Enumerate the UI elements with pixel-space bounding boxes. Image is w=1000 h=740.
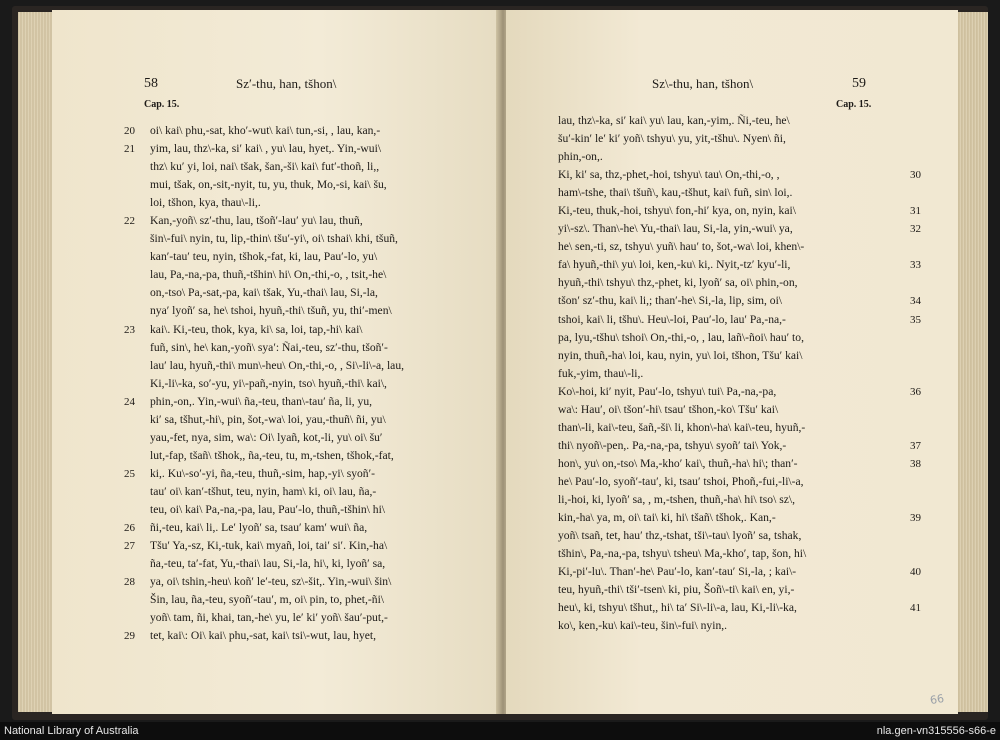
text-line <box>150 609 506 627</box>
line-text: Ki,-teu, thuk,-hoi, tshyu\ fon,-hi′ kya, on, nyin, kai\ <box>558 204 796 218</box>
text-line <box>150 357 506 375</box>
text-line <box>558 148 900 166</box>
text-line <box>558 491 900 509</box>
right-running-head: Sz\-thu, han, tšhon\ <box>652 76 754 91</box>
text-line <box>150 158 506 176</box>
text-line <box>124 212 506 230</box>
line-text: lau, Pa,-na,-pa, thuñ,-tšhin\ hi\ On,-thi,-o, , tsit,-he\ <box>150 268 387 282</box>
verse-number: 21 <box>124 143 135 156</box>
right-page-text <box>558 112 921 635</box>
line-text: kan′-tau′ teu, nyin, tšhok,-fat, ki, lau, Pau′-lo, yu\ <box>150 250 378 264</box>
line-text: he\ sen,-ti, sz, tshyu\ yuñ\ hau′ to, šot,-wa\ loi, khen\- <box>558 240 805 254</box>
line-text: wa\: Hau′, oi\ tšon′-hi\ tsau′ tšhon,-ko\ Tšu′ kai\ <box>558 402 779 416</box>
text-line <box>558 419 900 437</box>
line-text: hon\, yu\ on,-tso\ Ma,-kho′ kai\, thuñ,-ha\ hi\; than′- <box>558 456 798 470</box>
line-text: kin,-ha\ ya, m, oi\ tai\ ki, hi\ tšañ\ tšhok,. Kan,- <box>558 511 776 525</box>
verse-number: 25 <box>124 467 135 480</box>
right-chapter-label: Cap. 15. <box>836 99 872 110</box>
text-line <box>558 509 921 527</box>
text-line <box>150 339 506 357</box>
line-text: Ko\-hoi, ki′ nyit, Pau′-lo, tshyu\ tui\ Pa,-na,-pa, <box>558 384 777 398</box>
text-line <box>558 274 900 292</box>
line-text: šin\-fui\ nyin, tu, lip,-thin\ tšu′-yi\, oi\ tshai\ khi, tšuñ, <box>150 232 398 246</box>
pencil-page-note: 66 <box>928 691 946 708</box>
text-line <box>124 537 506 555</box>
verse-number: 37 <box>910 439 921 452</box>
text-line <box>150 447 506 465</box>
line-text: ki,. Ku\-so′-yi, ña,-teu, thuñ,-sim, hap,-yi\ syoñ′- <box>150 466 376 480</box>
text-line <box>558 563 921 581</box>
text-line <box>150 176 506 194</box>
text-line <box>558 581 900 599</box>
text-line <box>558 311 921 329</box>
line-text: yoñ\ tam, ñi, khai, tan,-he\ yu, le′ ki′ yoñ\ šau′-put,- <box>150 611 388 625</box>
right-page <box>506 10 958 714</box>
text-line <box>558 166 921 184</box>
verse-number: 28 <box>124 576 135 589</box>
line-text: Šin, lau, ña,-teu, syoñ′-tau′, m, oi\ pin, to, phet,-ñi\ <box>150 593 385 607</box>
line-text: phin,-on,. Yin,-wui\ ña,-teu, than\-tau′ ña, li, yu, <box>150 394 373 408</box>
verse-number: 29 <box>124 630 135 643</box>
verse-number: 41 <box>910 602 921 615</box>
left-page-text <box>124 122 506 645</box>
line-text: Ki,-pi′-lu\. Than′-he\ Pau′-lo, kan′-tau′ Si,-la, ; kai\- <box>558 565 797 579</box>
left-chapter-label: Cap. 15. <box>144 99 180 110</box>
line-text: loi, tšhon, kya, thau\-li,. <box>150 196 261 210</box>
text-line <box>150 284 506 302</box>
left-running-head: Sz′-thu, han, tšhon\ <box>236 76 337 91</box>
line-text: ki′ sa, tšhut,-hi\, pin, šot,-wa\ loi, yau,-thuñ\ ñi, yu\ <box>150 412 386 426</box>
verse-number: 31 <box>910 205 921 218</box>
text-line <box>558 130 900 148</box>
text-line <box>150 194 506 212</box>
line-text: nyin, thuñ,-ha\ loi, kau, nyin, yu\ loi, tšhon, Tšu′ kai\ <box>558 348 803 362</box>
text-line <box>124 573 506 591</box>
text-line <box>150 483 506 501</box>
footer-credit: National Library of Australia <box>4 725 139 737</box>
text-line <box>558 599 921 617</box>
verse-number: 23 <box>124 323 135 336</box>
line-text: oi\ kai\ phu,-sat, kho′-wut\ kai\ tun,-si, , lau, kan,- <box>150 124 381 137</box>
line-text: tšon′ sz′-thu, kai\ li,; than′-he\ Si,-la, lip, sim, oi\ <box>558 294 783 308</box>
line-text: ya, oi\ tshin,-heu\ koñ′ le′-teu, sz\-šit,. Yin,-wui\ šin\ <box>150 575 392 589</box>
text-line <box>558 455 921 473</box>
text-line <box>124 627 506 645</box>
text-line <box>558 202 921 220</box>
text-line <box>150 230 506 248</box>
text-line <box>150 555 506 573</box>
line-text: ham\-tshe, thai\ tšuñ\, kau,-tšhut, kai\ fuñ, sin\ loi,. <box>558 186 793 200</box>
line-text: yoñ\ tsañ, tet, hau′ thz,-tshat, tši\-tau\ lyoñ′ sa, tshak, <box>558 529 802 543</box>
line-text: lau′ lau, hyuñ,-thi\ mun\-heu\ On,-thi,-o, , Si\-li\-a, lau, <box>150 358 405 372</box>
line-text: ñi,-teu, kai\ li,. Le′ lyoñ′ sa, tsau′ kam′ wui\ ña, <box>150 521 368 535</box>
verse-number: 30 <box>910 169 921 182</box>
text-line <box>558 527 900 545</box>
footer-bar <box>0 722 1000 740</box>
line-text: yau,-fet, nya, sim, wa\: Oi\ lyañ, kot,-li, yu\ oi\ šu′ <box>150 430 383 444</box>
line-text: thi\ nyoñ\-pen,. Pa,-na,-pa, tshyu\ syoñ′ tai\ Yok,- <box>558 438 787 452</box>
verse-number: 20 <box>124 125 135 137</box>
line-text: teu, hyuñ,-thi\ tši′-tsen\ ki, piu, Šoñ\-ti\ kai\ en, yi,- <box>558 583 795 597</box>
text-line <box>124 465 506 483</box>
line-text: hyuñ,-thi\ tshyu\ thz,-phet, ki, lyoñ′ sa, oi\ phin,-on, <box>558 276 798 290</box>
line-text: yi\-sz\. Than\-he\ Yu,-thai\ lau, Si,-la, yin,-wui\ ya, <box>558 222 793 236</box>
text-line <box>558 617 900 635</box>
line-text: tau′ oi\ kan′-tšhut, teu, nyin, ham\ ki, oi\ lau, ña,- <box>150 484 377 498</box>
verse-number: 32 <box>910 223 921 236</box>
line-text: fa\ hyuñ,-thi\ yu\ loi, ken,-ku\ ki,. Nyit,-tz′ kyu′-li, <box>558 258 791 272</box>
text-line <box>150 411 506 429</box>
text-line <box>150 248 506 266</box>
line-text: fuñ, sin\, he\ kan,-yoñ\ sya′: Ñai,-teu, sz′-thu, tšoñ′- <box>150 340 388 354</box>
page-edges-right <box>954 12 988 712</box>
line-text: Kan,-yoñ\ sz′-thu, lau, tšoñ′-lau′ yu\ lau, thuñ, <box>150 214 363 228</box>
left-page <box>52 10 500 714</box>
line-text: on,-tso\ Pa,-sat,-pa, kai\ tšak, Yu,-thai\ lau, Si,-la, <box>150 286 378 300</box>
text-line <box>558 383 921 401</box>
text-line <box>558 347 900 365</box>
text-line <box>150 429 506 447</box>
left-page-number: 58 <box>144 76 158 91</box>
text-line <box>150 501 506 519</box>
verse-number: 39 <box>910 512 921 525</box>
verse-number: 33 <box>910 259 921 272</box>
text-line <box>558 256 921 274</box>
verse-number: 35 <box>910 313 921 326</box>
line-text: than\-li, kai\-teu, šañ,-ši\ li, khon\-ha\ kai\-teu, hyuñ,- <box>558 420 806 434</box>
text-line <box>150 266 506 284</box>
text-line <box>124 321 506 339</box>
line-text: thz\ ku′ yi, loi, nai\ tšak, šan,-ši\ kai\ fut′-thoñ, li,, <box>150 160 380 174</box>
line-text: lau, thz\-ka, si′ kai\ yu\ lau, kan,-yim,. Ñi,-teu, he\ <box>558 114 790 127</box>
line-text: pa, lyu,-tšhu\ tshoi\ On,-thi,-o, , lau, lañ\-ñoi\ hau′ to, <box>558 330 804 344</box>
line-text: heu\, ki, tshyu\ tšhut,, hi\ ta′ Si\-li\-a, lau, Ki,-li\-ka, <box>558 601 797 615</box>
text-line <box>558 365 900 383</box>
line-text: teu, oi\ kai\ Pa,-na,-pa, lau, Pau′-lo, thuñ,-tšhin\ hi\ <box>150 502 386 516</box>
verse-number: 22 <box>124 215 135 228</box>
text-line <box>150 375 506 393</box>
line-text: kai\. Ki,-teu, thok, kya, ki\ sa, loi, tap,-hi\ kai\ <box>150 322 363 336</box>
text-line <box>150 591 506 609</box>
line-text: Ki, ki′ sa, thz,-phet,-hoi, tshyu\ tau\ On,-thi,-o, , <box>558 168 780 182</box>
line-text: ña,-teu, ta′-fat, Yu,-thai\ lau, Si,-la, hi\, ki, lyoñ′ sa, <box>150 557 386 571</box>
line-text: Tšu′ Ya,-sz, Ki,-tuk, kai\ myañ, loi, tai′ si′. Kin,-ha\ <box>150 539 388 553</box>
line-text: nya′ lyoñ′ sa, he\ tshoi, hyuñ,-thi\ tšuñ, yu, thi′-men\ <box>150 304 392 318</box>
line-text: li,-hoi, ki, lyoñ′ sa, , m,-tshen, thuñ,-ha\ hi\ tso\ sz\, <box>558 492 795 506</box>
text-line <box>558 184 900 202</box>
text-line <box>558 238 900 256</box>
text-line <box>558 292 921 310</box>
line-text: tet, kai\: Oi\ kai\ phu,-sat, kai\ tsi\-wut, lau, hyet, <box>150 629 377 643</box>
text-line <box>558 112 900 130</box>
footer-identifier: nla.gen-vn315556-s66-e <box>876 725 996 737</box>
verse-number: 38 <box>910 457 921 470</box>
line-text: Ki,-li\-ka, so′-yu, yi\-pañ,-nyin, tso\ hyuñ,-thi\ kai\, <box>150 376 387 390</box>
line-text: phin,-on,. <box>558 150 603 164</box>
line-text: he\ Pau′-lo, syoñ′-tau′, ki, tsau′ tshoi, Phoñ,-fui,-li\-a, <box>558 474 804 488</box>
verse-number: 40 <box>910 566 921 579</box>
line-text: šu′-kin′ le′ ki′ yoñ\ tshyu\ yu, yit,-tšhu\. Nyen\ ñi, <box>558 132 786 146</box>
text-line <box>558 329 900 347</box>
text-line <box>558 220 921 238</box>
text-line <box>558 473 900 491</box>
line-text: fuk,-yim, thau\-li,. <box>558 366 644 380</box>
line-text: lut,-fap, tšañ\ tšhok,, ña,-teu, tu, m,-tshen, tšhok,-fat, <box>150 448 394 462</box>
line-text: ko\, ken,-ku\ kai\-teu, šin\-fui\ nyin,. <box>558 619 728 633</box>
text-line <box>124 122 506 140</box>
text-line <box>558 401 900 419</box>
verse-number: 26 <box>124 522 135 535</box>
text-line <box>124 393 506 411</box>
text-line <box>558 437 921 455</box>
line-text: yim, lau, thz\-ka, si′ kai\ , yu\ lau, hyet,. Yin,-wui\ <box>150 142 382 156</box>
verse-number: 36 <box>910 385 921 398</box>
text-line <box>558 545 900 563</box>
line-text: tšhin\, Pa,-na,-pa, tshyu\ tsheu\ Ma,-kho′, tap, šon, hi\ <box>558 547 807 561</box>
text-line <box>150 302 506 320</box>
verse-number: 27 <box>124 540 135 553</box>
right-page-number: 59 <box>852 76 866 91</box>
line-text: mui, tšak, on,-sit,-nyit, tu, yu, thuk, Mo,-si, kai\ šu, <box>150 178 387 192</box>
verse-number: 24 <box>124 395 135 408</box>
text-line <box>124 140 506 158</box>
text-line <box>124 519 506 537</box>
verse-number: 34 <box>910 295 921 308</box>
line-text: tshoi, kai\ li, tšhu\. Heu\-loi, Pau′-lo, lau′ Pa,-na,- <box>558 312 786 326</box>
